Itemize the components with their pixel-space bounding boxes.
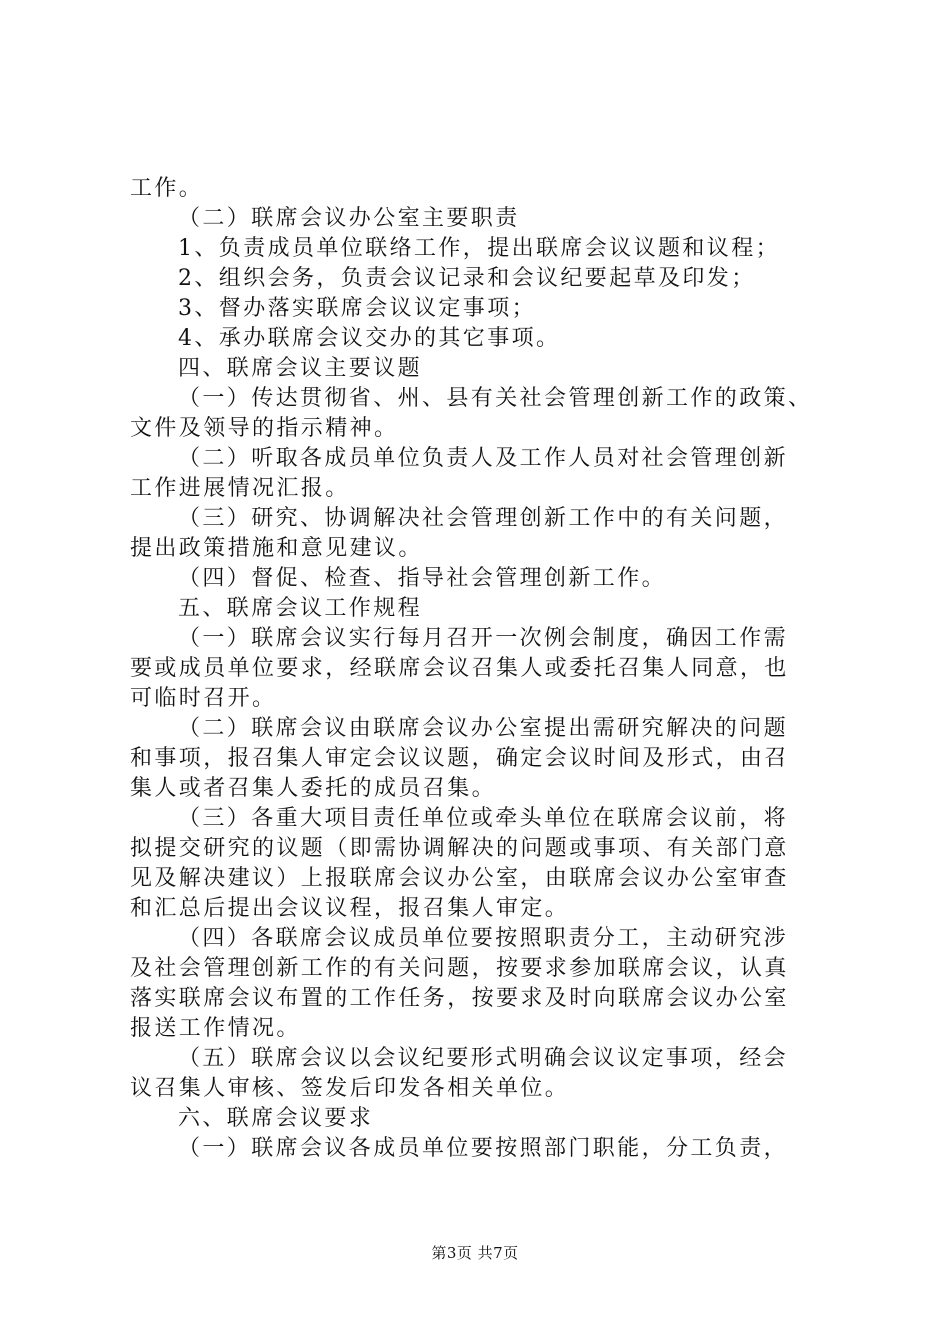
- text-line: 可临时召开。: [130, 686, 277, 711]
- text-line: 和事项，报召集人审定会议议题，确定会议时间及形式，由召: [130, 746, 789, 771]
- text-line: （三）各重大项目责任单位或牵头单位在联席会议前，将: [178, 806, 789, 831]
- text-line: 工作进展情况汇报。: [130, 476, 350, 501]
- text-line: （二）联席会议由联席会议办公室提出需研究解决的问题: [178, 716, 789, 741]
- text-line: （二）联席会议办公室主要职责: [178, 206, 520, 231]
- text-line: （四）各联席会议成员单位要按照职责分工，主动研究涉: [178, 926, 789, 951]
- text-line: 拟提交研究的议题（即需协调解决的问题或事项、有关部门意: [130, 836, 789, 861]
- page-footer: 第3页 共7页: [431, 1244, 519, 1262]
- text-line: （三）研究、协调解决社会管理创新工作中的有关问题，: [178, 506, 789, 531]
- text-line: 和汇总后提出会议议程，报召集人审定。: [130, 896, 570, 921]
- text-line: 报送工作情况。: [130, 1016, 301, 1041]
- text-line: 2、组织会务，负责会议记录和会议纪要起草及印发；: [178, 266, 756, 291]
- text-line: 落实联席会议布置的工作任务，按要求及时向联席会议办公室: [130, 986, 789, 1011]
- text-line: 文件及领导的指示精神。: [130, 416, 399, 441]
- text-line: （一）传达贯彻省、州、县有关社会管理创新工作的政策、: [178, 386, 813, 411]
- text-line: 集人或者召集人委托的成员召集。: [130, 776, 497, 801]
- section-heading: 四、联席会议主要议题: [178, 356, 423, 381]
- text-line: 要或成员单位要求，经联席会议召集人或委托召集人同意，也: [130, 656, 789, 681]
- text-line: 提出政策措施和意见建议。: [130, 536, 423, 561]
- text-line: （五）联席会议以会议纪要形式明确会议议定事项，经会: [178, 1046, 789, 1071]
- text-line: （四）督促、检查、指导社会管理创新工作。: [178, 566, 667, 591]
- text-line: 1、负责成员单位联络工作，提出联席会议议题和议程；: [178, 236, 780, 261]
- text-line: （一）联席会议实行每月召开一次例会制度，确因工作需: [178, 626, 789, 651]
- text-line: 3、督办落实联席会议议定事项；: [178, 296, 536, 321]
- text-line: 4、承办联席会议交办的其它事项。: [178, 326, 561, 351]
- text-line: （一）联席会议各成员单位要按照部门职能，分工负责，: [178, 1136, 789, 1161]
- text-line: 议召集人审核、签发后印发各相关单位。: [130, 1076, 570, 1101]
- text-line: （二）听取各成员单位负责人及工作人员对社会管理创新: [178, 446, 789, 471]
- text-line: 工作。: [130, 176, 204, 201]
- document-body: [130, 174, 830, 1164]
- text-line: 及社会管理创新工作的有关问题，按要求参加联席会议，认真: [130, 956, 789, 981]
- section-heading: 五、联席会议工作规程: [178, 596, 423, 621]
- text-line: 见及解决建议）上报联席会议办公室，由联席会议办公室审查: [130, 866, 789, 891]
- section-heading: 六、联席会议要求: [178, 1106, 374, 1131]
